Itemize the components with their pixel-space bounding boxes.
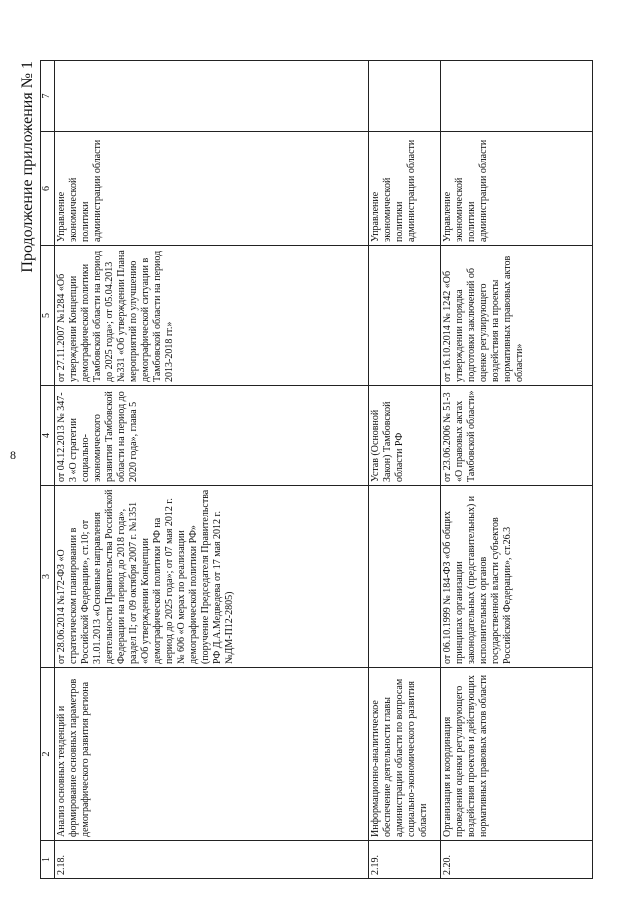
- regional-law-cell: от 23.06.2006 № 51-3 «О правовых актах Тамбовской области»: [441, 386, 593, 486]
- table-row: [55, 61, 369, 879]
- regional-acts-cell: [369, 246, 441, 386]
- col-header: 3: [41, 486, 55, 668]
- regional-acts-cell: от 16.10.2014 № 1242 «Об утверждении порядка подготовки заключений об оценке регулирующего воздействия на проекты нормативных правовых актов области»: [441, 246, 593, 386]
- executor-cell: Управление экономической политики администрации области: [441, 132, 593, 246]
- regional-law-cell: Устав (Основной Закон) Тамбовской области РФ: [369, 386, 441, 486]
- note-cell: [55, 61, 369, 132]
- row-number: 2.20.: [441, 841, 593, 879]
- col-header: 1: [41, 841, 55, 879]
- activity-cell: Анализ основных тенденций и формирование основных параметров демографического развития региона: [55, 668, 369, 841]
- appendix-header: Продолжение приложения № 1: [19, 61, 36, 273]
- federal-acts-cell: от 06.10.1999 № 184-ФЗ «Об общих принципах организации законодательных (представительных) и исполнительных органов государственной власти субъектов Российской Федерации», ст.26.3: [441, 486, 593, 668]
- regional-law-cell: от 04.12.2013 № 347-3 «О стратегии социально-экономического развития Тамбовской области на период до 2020 года», глава 5: [55, 386, 369, 486]
- activity-cell: Информационно-аналитическое обеспечение деятельности главы администрации области по вопросам социально-экономического развития области: [369, 668, 441, 841]
- row-number: 2.18.: [55, 841, 369, 879]
- col-header: 7: [41, 61, 55, 132]
- col-header: 6: [41, 132, 55, 246]
- appendix-table: [40, 60, 593, 879]
- executor-cell: Управление экономической политики администрации области: [369, 132, 441, 246]
- federal-acts-cell: от 28.06.2014 №172-ФЗ «О стратегическом планировании в Российской Федерации», ст.10; от 31.01.2013 «Основные направления деятельности Правительства Российской Федерации на период до 2018 года», раздел II; от 09 октября 2007 г. №1351 «Об утверждении Концепции демографической политики РФ на период до 2025 года»; от 07 мая 2012 г. № 606 «О мерах по реализации демографической политики РФ» (поручение Председателя Правительства РФ Д.А.Медведева от 17 мая 2012 г. №ДМ-П12-2805): [55, 486, 369, 668]
- rotated-page: [0, 23, 640, 883]
- page-number: 8: [10, 448, 16, 462]
- note-cell: [441, 61, 593, 132]
- col-header: 4: [41, 386, 55, 486]
- activity-cell: Организация и координация проведения оценки регулирующего воздействия проектов и действующих нормативных правовых актов области: [441, 668, 593, 841]
- col-header: 5: [41, 246, 55, 386]
- executor-cell: Управление экономической политики администрации области: [55, 132, 369, 246]
- federal-acts-cell: [369, 486, 441, 668]
- table-row: [369, 61, 441, 879]
- header-row: [41, 61, 55, 879]
- note-cell: [369, 61, 441, 132]
- col-header: 2: [41, 668, 55, 841]
- regional-acts-cell: от 27.11.2007 №1284 «Об утверждении Концепции демографической политики Тамбовской области на период до 2025 года»; от 05.04.2013 №331 «Об утверждении Плана мероприятий по улучшению демографической ситуации в Тамбовской области на период 2013-2018 гг.»: [55, 246, 369, 386]
- row-number: 2.19.: [369, 841, 441, 879]
- table-row: [441, 61, 593, 879]
